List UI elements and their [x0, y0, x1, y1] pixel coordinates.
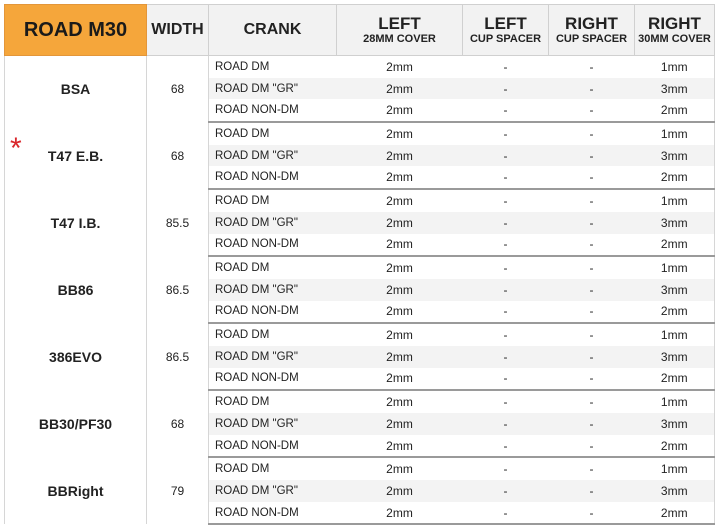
right-spacer-cell: -	[549, 212, 635, 234]
header-right-spacer	[549, 5, 635, 56]
left-cover-cell: 2mm	[337, 234, 463, 257]
shell-width: 86.5	[147, 323, 209, 390]
right-spacer-cell: -	[549, 122, 635, 145]
table-row	[5, 122, 715, 145]
right-spacer-cell: -	[549, 78, 635, 100]
crank-cell: ROAD DM "GR"	[209, 279, 337, 301]
crank-cell: ROAD DM "GR"	[209, 78, 337, 100]
left-spacer-cell: -	[463, 346, 549, 368]
right-cover-cell: 2mm	[635, 435, 715, 458]
bottom-bracket-name: BB30/PF30	[5, 390, 147, 457]
right-spacer-cell: -	[549, 145, 635, 167]
left-spacer-cell: -	[463, 56, 549, 78]
header-right-cover-main: RIGHT	[648, 13, 701, 33]
header-left-cover	[337, 5, 463, 56]
right-cover-cell: 3mm	[635, 78, 715, 100]
crank-cell: ROAD DM	[209, 256, 337, 279]
left-spacer-cell: -	[463, 189, 549, 212]
right-spacer-cell: -	[549, 189, 635, 212]
crank-cell: ROAD NON-DM	[209, 301, 337, 324]
right-spacer-cell: -	[549, 323, 635, 346]
right-spacer-cell: -	[549, 390, 635, 413]
right-spacer-cell: -	[549, 56, 635, 78]
left-cover-cell: 2mm	[337, 480, 463, 502]
header-crank: CRANK	[209, 5, 337, 56]
bottom-bracket-name: BBRight	[5, 457, 147, 524]
shell-width: 68	[147, 56, 209, 123]
header-left-cover-main: LEFT	[378, 13, 421, 33]
header-row	[5, 5, 715, 56]
left-spacer-cell: -	[463, 99, 549, 122]
left-cover-cell: 2mm	[337, 256, 463, 279]
bottom-bracket-name: T47 I.B.	[5, 189, 147, 256]
crank-cell: ROAD DM "GR"	[209, 413, 337, 435]
right-spacer-cell: -	[549, 413, 635, 435]
header-right-cover-sub: 30MM COVER	[638, 32, 711, 45]
compatibility-table	[4, 4, 715, 525]
shell-width: 86.5	[147, 256, 209, 323]
table-row	[5, 323, 715, 346]
shell-width: 79	[147, 457, 209, 524]
right-cover-cell: 1mm	[635, 189, 715, 212]
left-cover-cell: 2mm	[337, 122, 463, 145]
left-spacer-cell: -	[463, 323, 549, 346]
left-cover-cell: 2mm	[337, 78, 463, 100]
right-cover-cell: 1mm	[635, 122, 715, 145]
right-cover-cell: 2mm	[635, 166, 715, 189]
left-spacer-cell: -	[463, 390, 549, 413]
right-cover-cell: 2mm	[635, 368, 715, 391]
left-cover-cell: 2mm	[337, 390, 463, 413]
right-cover-cell: 3mm	[635, 279, 715, 301]
crank-cell: ROAD DM	[209, 457, 337, 480]
left-cover-cell: 2mm	[337, 346, 463, 368]
left-cover-cell: 2mm	[337, 145, 463, 167]
left-spacer-cell: -	[463, 234, 549, 257]
bottom-bracket-name: T47 E.B.	[5, 122, 147, 189]
crank-cell: ROAD DM	[209, 56, 337, 78]
crank-cell: ROAD DM	[209, 189, 337, 212]
crank-cell: ROAD NON-DM	[209, 166, 337, 189]
left-cover-cell: 2mm	[337, 99, 463, 122]
right-cover-cell: 1mm	[635, 457, 715, 480]
left-spacer-cell: -	[463, 413, 549, 435]
table-title: ROAD M30	[5, 5, 147, 56]
left-spacer-cell: -	[463, 122, 549, 145]
crank-cell: ROAD NON-DM	[209, 234, 337, 257]
crank-cell: ROAD NON-DM	[209, 435, 337, 458]
left-cover-cell: 2mm	[337, 166, 463, 189]
left-cover-cell: 2mm	[337, 301, 463, 324]
header-width: WIDTH	[147, 5, 209, 56]
right-cover-cell: 2mm	[635, 502, 715, 525]
left-cover-cell: 2mm	[337, 368, 463, 391]
left-cover-cell: 2mm	[337, 457, 463, 480]
bottom-bracket-name: BSA	[5, 56, 147, 123]
left-cover-cell: 2mm	[337, 279, 463, 301]
table-row	[5, 256, 715, 279]
left-spacer-cell: -	[463, 301, 549, 324]
left-spacer-cell: -	[463, 212, 549, 234]
right-cover-cell: 3mm	[635, 413, 715, 435]
table-row	[5, 56, 715, 78]
shell-width: 68	[147, 122, 209, 189]
left-cover-cell: 2mm	[337, 56, 463, 78]
right-cover-cell: 1mm	[635, 56, 715, 78]
right-spacer-cell: -	[549, 346, 635, 368]
crank-cell: ROAD NON-DM	[209, 99, 337, 122]
right-spacer-cell: -	[549, 301, 635, 324]
header-right-cover	[635, 5, 715, 56]
left-spacer-cell: -	[463, 78, 549, 100]
crank-cell: ROAD NON-DM	[209, 502, 337, 525]
left-spacer-cell: -	[463, 256, 549, 279]
left-spacer-cell: -	[463, 435, 549, 458]
left-cover-cell: 2mm	[337, 435, 463, 458]
left-cover-cell: 2mm	[337, 502, 463, 525]
right-cover-cell: 2mm	[635, 234, 715, 257]
right-spacer-cell: -	[549, 457, 635, 480]
right-spacer-cell: -	[549, 502, 635, 525]
left-spacer-cell: -	[463, 145, 549, 167]
table-row	[5, 189, 715, 212]
bottom-bracket-name: BB86	[5, 256, 147, 323]
left-spacer-cell: -	[463, 502, 549, 525]
right-cover-cell: 1mm	[635, 323, 715, 346]
crank-cell: ROAD DM	[209, 390, 337, 413]
header-left-cover-sub: 28MM COVER	[363, 32, 436, 45]
left-spacer-cell: -	[463, 368, 549, 391]
right-cover-cell: 3mm	[635, 212, 715, 234]
crank-cell: ROAD NON-DM	[209, 368, 337, 391]
left-cover-cell: 2mm	[337, 323, 463, 346]
right-spacer-cell: -	[549, 279, 635, 301]
header-left-spacer-main: LEFT	[484, 13, 527, 33]
right-cover-cell: 3mm	[635, 145, 715, 167]
table-body	[5, 56, 715, 525]
left-cover-cell: 2mm	[337, 189, 463, 212]
crank-cell: ROAD DM	[209, 122, 337, 145]
shell-width: 85.5	[147, 189, 209, 256]
left-spacer-cell: -	[463, 166, 549, 189]
table-row	[5, 457, 715, 480]
right-spacer-cell: -	[549, 99, 635, 122]
right-cover-cell: 1mm	[635, 390, 715, 413]
header-right-spacer-sub: CUP SPACER	[555, 32, 628, 45]
right-cover-cell: 3mm	[635, 480, 715, 502]
header-left-spacer-sub: CUP SPACER	[469, 32, 542, 45]
crank-cell: ROAD DM	[209, 323, 337, 346]
crank-cell: ROAD DM "GR"	[209, 145, 337, 167]
left-cover-cell: 2mm	[337, 212, 463, 234]
right-spacer-cell: -	[549, 166, 635, 189]
shell-width: 68	[147, 390, 209, 457]
right-cover-cell: 3mm	[635, 346, 715, 368]
header-left-spacer	[463, 5, 549, 56]
right-spacer-cell: -	[549, 435, 635, 458]
crank-cell: ROAD DM "GR"	[209, 346, 337, 368]
left-cover-cell: 2mm	[337, 413, 463, 435]
left-spacer-cell: -	[463, 457, 549, 480]
bottom-bracket-name: 386EVO	[5, 323, 147, 390]
right-cover-cell: 2mm	[635, 99, 715, 122]
header-right-spacer-main: RIGHT	[565, 13, 618, 33]
left-spacer-cell: -	[463, 279, 549, 301]
asterisk-icon: *	[10, 132, 22, 165]
table-row	[5, 390, 715, 413]
right-spacer-cell: -	[549, 234, 635, 257]
crank-cell: ROAD DM "GR"	[209, 480, 337, 502]
right-spacer-cell: -	[549, 368, 635, 391]
right-cover-cell: 2mm	[635, 301, 715, 324]
right-spacer-cell: -	[549, 480, 635, 502]
right-cover-cell: 1mm	[635, 256, 715, 279]
left-spacer-cell: -	[463, 480, 549, 502]
right-spacer-cell: -	[549, 256, 635, 279]
crank-cell: ROAD DM "GR"	[209, 212, 337, 234]
